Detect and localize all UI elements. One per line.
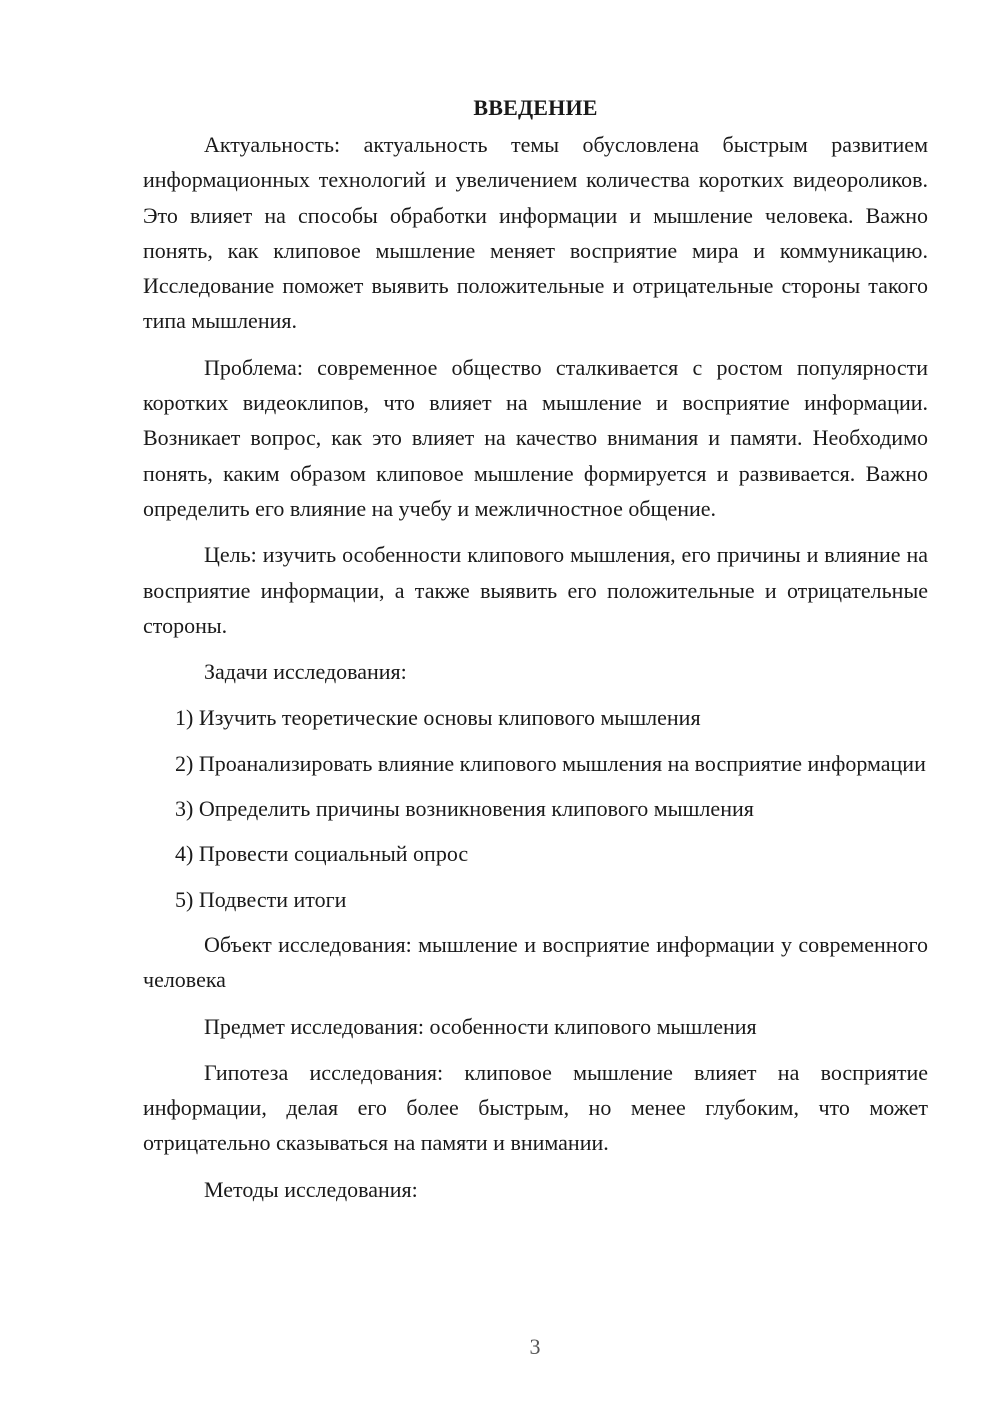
methods-heading: Методы исследования: [204, 1176, 418, 1202]
problem-paragraph: Проблема: современное общество сталкивается с ростом популярности коротких видеоклипов, что влияет на мышление и восприятие информации. Возникает вопрос, как это влияет на качество внимания и памяти. Необходимо понять, каким образом клиповое мышление формируется и развивается. Важно определить его влияние на учебу и межличностное общение. [143, 354, 928, 521]
relevance-paragraph: Актуальность: актуальность темы обусловлена быстрым развитием информационных технологий и увеличением количества коротких видеороликов. Это влияет на способы обработки информации и мышление человека. Важно понять, как клиповое мышление меняет восприятие мира и коммуникацию. Исследование поможет выявить положительные и отрицательные стороны такого типа мышления. [143, 132, 928, 334]
list-item: 4) Провести социальный опрос [175, 841, 469, 867]
list-item: 5) Подвести итоги [175, 886, 347, 912]
tasks-heading: Задачи исследования: [204, 659, 407, 685]
goal-paragraph: Цель: изучить особенности клипового мышления, его причины и влияние на восприятие информации, а также выявить его положительные и отрицательные стороны. [143, 542, 928, 638]
document-page [143, 90, 928, 1207]
list-item: 2) Проанализировать влияние клипового мышления на восприятие информации [175, 750, 926, 776]
object-paragraph: Объект исследования: мышление и восприятие информации у современного человека [143, 931, 928, 993]
section-heading: ВВЕДЕНИЕ [473, 95, 598, 120]
subject-paragraph: Предмет исследования: особенности клипового мышления [204, 1013, 757, 1039]
hypothesis-paragraph: Гипотеза исследования: клиповое мышление влияет на восприятие информации, делая его более быстрым, но менее глубоким, что может отрицательно сказываться на памяти и внимании. [143, 1059, 928, 1156]
tasks-list [143, 700, 928, 916]
list-item: 3) Определить причины возникновения клипового мышления [175, 796, 754, 822]
page-number: 3 [529, 1334, 541, 1359]
list-item: 1) Изучить теоретические основы клипового мышления [175, 705, 701, 731]
